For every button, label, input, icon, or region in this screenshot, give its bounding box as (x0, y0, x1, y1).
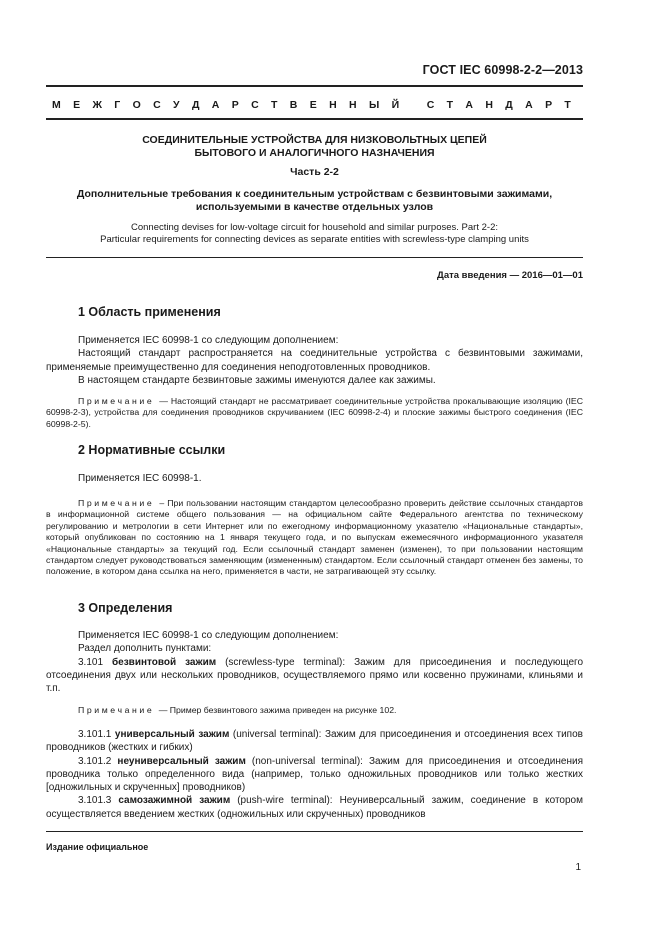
english-title-line-2: Particular requirements for connecting devices as separate entities with screwless-type clamping units (100, 234, 529, 245)
definition-3-101-1: 3.101.1 универсальный зажим (universal terminal): Зажим для присоединения и отсоединения всех типов проводников (жестких и гибких) (46, 729, 583, 754)
category-letter: С (153, 99, 161, 111)
page-number: 1 (575, 862, 581, 873)
document-code: ГОСТ IEC 60998-2-2—2013 (422, 63, 583, 77)
category-letter: Р (545, 99, 553, 111)
section-2-heading: 2 Нормативные ссылки (78, 443, 226, 457)
category-rule (46, 118, 583, 120)
category-letter: С (251, 99, 259, 111)
paragraph: Применяется IEC 60998-1 со следующим дополнением: (78, 630, 339, 641)
effective-date: Дата введения — 2016—01—01 (437, 270, 583, 281)
english-title-line-1: Connecting devises for low-voltage circuit for household and similar purposes. Part 2-2: (131, 222, 498, 233)
note-text: — Настоящий стандарт не рассматривает соединительные устройства прокалывающие изоляцию (IEC 60998-2-3), устройства для соединения проводников скручиванием (IEC 60998-2-4) и плоские зажимы быстрого соединения (IEC 60998-2-5). (46, 396, 583, 429)
category-letter: С (426, 99, 435, 111)
paragraph: Раздел дополнить пунктами: (78, 643, 212, 655)
category-letter: Н (485, 99, 493, 111)
category-letter: Й (391, 99, 400, 111)
edition-label: Издание официальное (46, 842, 149, 852)
section-3-heading: 3 Определения (78, 601, 173, 615)
term: универсальный зажим (114, 729, 230, 740)
section-1-note (46, 396, 583, 430)
section-3-definitions (46, 728, 583, 821)
definition-3-101-3: 3.101.3 самозажимной зажим (push-wire terminal): Неуниверсальный зажим, соединение в котором осуществляется введением жестких (одножильных или скрученных) проводников (46, 795, 583, 820)
definition-3-101: 3.101 безвинтовой зажим (screwless-type terminal): Зажим для присоединения и последующего отсоединения двух или нескольких проводников, осуществляемого прямо или косвенно пружинами, клиньями и т.п. (46, 656, 583, 695)
section-2-body (46, 472, 583, 485)
category-letter (411, 99, 414, 111)
title-line-2: БЫТОВОГО И АНАЛОГИЧНОГО НАЗНАЧЕНИЯ (194, 147, 435, 159)
category-letter: Т (271, 99, 278, 111)
english-title (46, 222, 583, 246)
title-line-1: СОЕДИНИТЕЛЬНЫЕ УСТРОЙСТВА ДЛЯ НИЗКОВОЛЬТНЫХ ЦЕПЕЙ (142, 134, 487, 146)
header-rule (46, 85, 583, 87)
note-text: – При пользовании настоящим стандартом целесообразно проверить действие ссылочных стандартов в информационной системе общего пользования — на официальном сайте Федерального агентства по техническому регулированию и метрологии в сети Интернет или по ежегодному информационному указателю «Национальные стандарты», который опубликован по состоянию на 1 января текущего года, и по выпускам ежемесячного информационного указателя «Национальные стандарты» за текущий год. Если ссылочный стандарт заменен (изменен), то при пользовании настоящим стандартом следует руководствоваться заменяющим (измененным) стандартом. Если ссылочный стандарт отменен без замены, то положение, в котором дана ссылка на него, применяется в части, не затрагивающей эту ссылку. (46, 498, 583, 577)
paragraph: Настоящий стандарт распространяется на соединительные устройства с безвинтовыми зажимами, применяемые преимущественно для соединения неподготовленных проводников. (46, 348, 583, 373)
category-letter: М (52, 99, 61, 111)
category-letter: А (211, 99, 220, 111)
document-title (46, 134, 583, 160)
footer-rule (46, 831, 583, 832)
document-subtitle (46, 188, 583, 214)
category-letter: В (289, 99, 298, 111)
category-letter: Н (349, 99, 357, 111)
category-letter: Т (446, 99, 454, 111)
definition-3-101-2: 3.101.2 неуниверсальный зажим (non-universal terminal): Зажим для присоединения и отсоединения проводника только определенного вида (например, только одножильных проводников или только жестких [одножильных и скрученных] проводников) (46, 755, 583, 794)
note-text: — Пример безвинтового зажима приведен на рисунке 102. (156, 705, 397, 715)
section-1-body (46, 334, 583, 387)
category-letter: Н (329, 99, 337, 111)
category-letter: Ж (92, 99, 102, 111)
category-letter: Г (114, 99, 121, 111)
category-letter: Р (231, 99, 239, 111)
subtitle-line-2: используемыми в качестве отдельных узлов (195, 201, 434, 213)
category-letter: Д (191, 99, 200, 111)
category-letter: Ы (368, 99, 380, 111)
title-rule (46, 257, 583, 258)
note-label: Примечание (78, 498, 155, 508)
section-3-note (46, 705, 583, 716)
part-label: Часть 2-2 (290, 166, 339, 178)
paragraph: Применяется IEC 60998-1. (78, 473, 202, 484)
section-3-body (46, 629, 583, 695)
note-label: Примечание (78, 705, 155, 715)
subtitle-line-1: Дополнительные требования к соединительным устройствам с безвинтовыми зажимами, (76, 188, 553, 200)
category-letter: Е (73, 99, 81, 111)
note-label: Примечание (78, 396, 155, 406)
category-letter: Т (564, 99, 571, 111)
term: неуниверсальный зажим (117, 755, 246, 767)
category-letter: А (465, 99, 474, 111)
paragraph: В настоящем стандарте безвинтовые зажимы именуются далее как зажимы. (78, 374, 436, 386)
term: самозажимной зажим (118, 795, 231, 807)
paragraph: Применяется IEC 60998-1 со следующим дополнением: (78, 335, 339, 346)
category-letter: Е (309, 99, 317, 111)
category-letter: Д (505, 99, 513, 111)
category-letter: А (525, 99, 533, 111)
category-letter: У (173, 99, 180, 111)
category-letter: О (132, 99, 141, 111)
section-2-note (46, 498, 583, 578)
section-1-heading: 1 Область применения (78, 305, 221, 319)
standard-category-heading (52, 99, 571, 111)
term: безвинтовой зажим (111, 656, 217, 668)
